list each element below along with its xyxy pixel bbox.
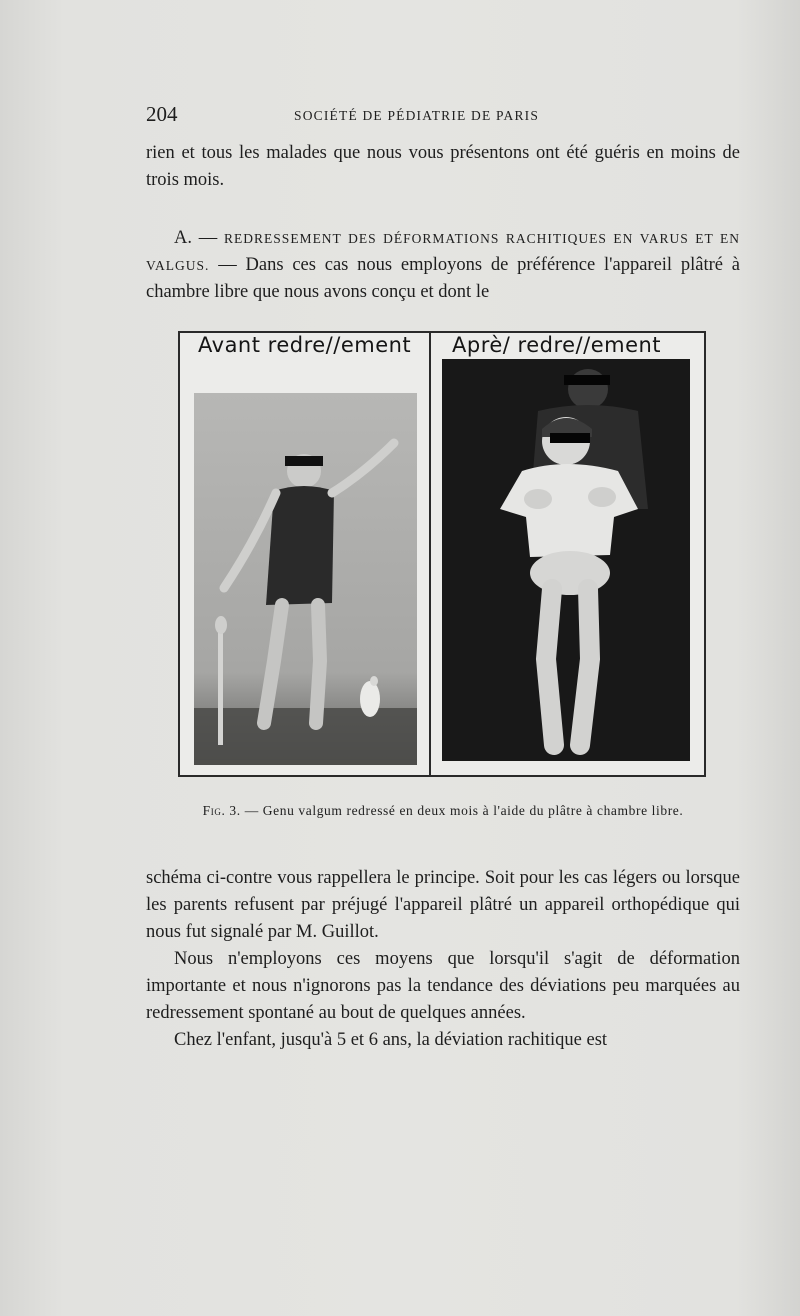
photo-after xyxy=(442,359,690,761)
section-a-text xyxy=(146,225,740,306)
body-text xyxy=(146,865,740,1054)
caption-text: — Genu valgum redressé en deux mois à l'aide du plâtre à chambre libre. xyxy=(240,803,684,818)
figure-divider xyxy=(429,333,431,775)
section-heading: REDRESSEMENT DES DÉFORMATIONS RACHITIQUES EN VARUS ET EN VALGUS. xyxy=(146,231,740,273)
photo-before-image xyxy=(194,393,417,765)
body-paragraph-2: Nous n'employons ces moyens que lorsqu'il s'agit de déformation importante et nous n'ignorons pas la tendance des déviations peu marquées au redressement spontané au bout de quelques années. xyxy=(146,949,740,1023)
figure-3 xyxy=(178,331,706,777)
page-number: 204 xyxy=(146,102,178,126)
intro-paragraph xyxy=(146,140,740,194)
body-paragraph-3: Chez l'enfant, jusqu'à 5 et 6 ans, la déviation rachitique est xyxy=(174,1030,608,1050)
photo-after-image xyxy=(442,359,690,761)
section-a-paragraph xyxy=(146,225,740,306)
intro-text: rien et tous les malades que nous vous présentons ont été guéris en moins de trois mois. xyxy=(146,143,740,190)
photo-before xyxy=(194,393,417,765)
figure-caption xyxy=(146,802,740,820)
section-body: — Dans ces cas nous employons de préférence l'appareil plâtré à chambre libre que nous avons conçu et dont le xyxy=(146,255,740,302)
section-label: A. — xyxy=(174,228,218,248)
body-paragraph-1: schéma ci-contre vous rappellera le principe. Soit pour les cas légers ou lorsque les parents refusent par préjugé l'appareil plâtré un appareil orthopédique qui nous fut signalé par M. Guillot. xyxy=(146,868,740,942)
running-head: SOCIÉTÉ DE PÉDIATRIE DE PARIS xyxy=(294,108,540,123)
page-header xyxy=(146,100,740,130)
figure-label-after: Aprè/ redre//ement xyxy=(452,333,662,357)
caption-prefix: Fig. 3. xyxy=(202,803,241,818)
figure-label-before: Avant redre//ement xyxy=(198,333,412,357)
